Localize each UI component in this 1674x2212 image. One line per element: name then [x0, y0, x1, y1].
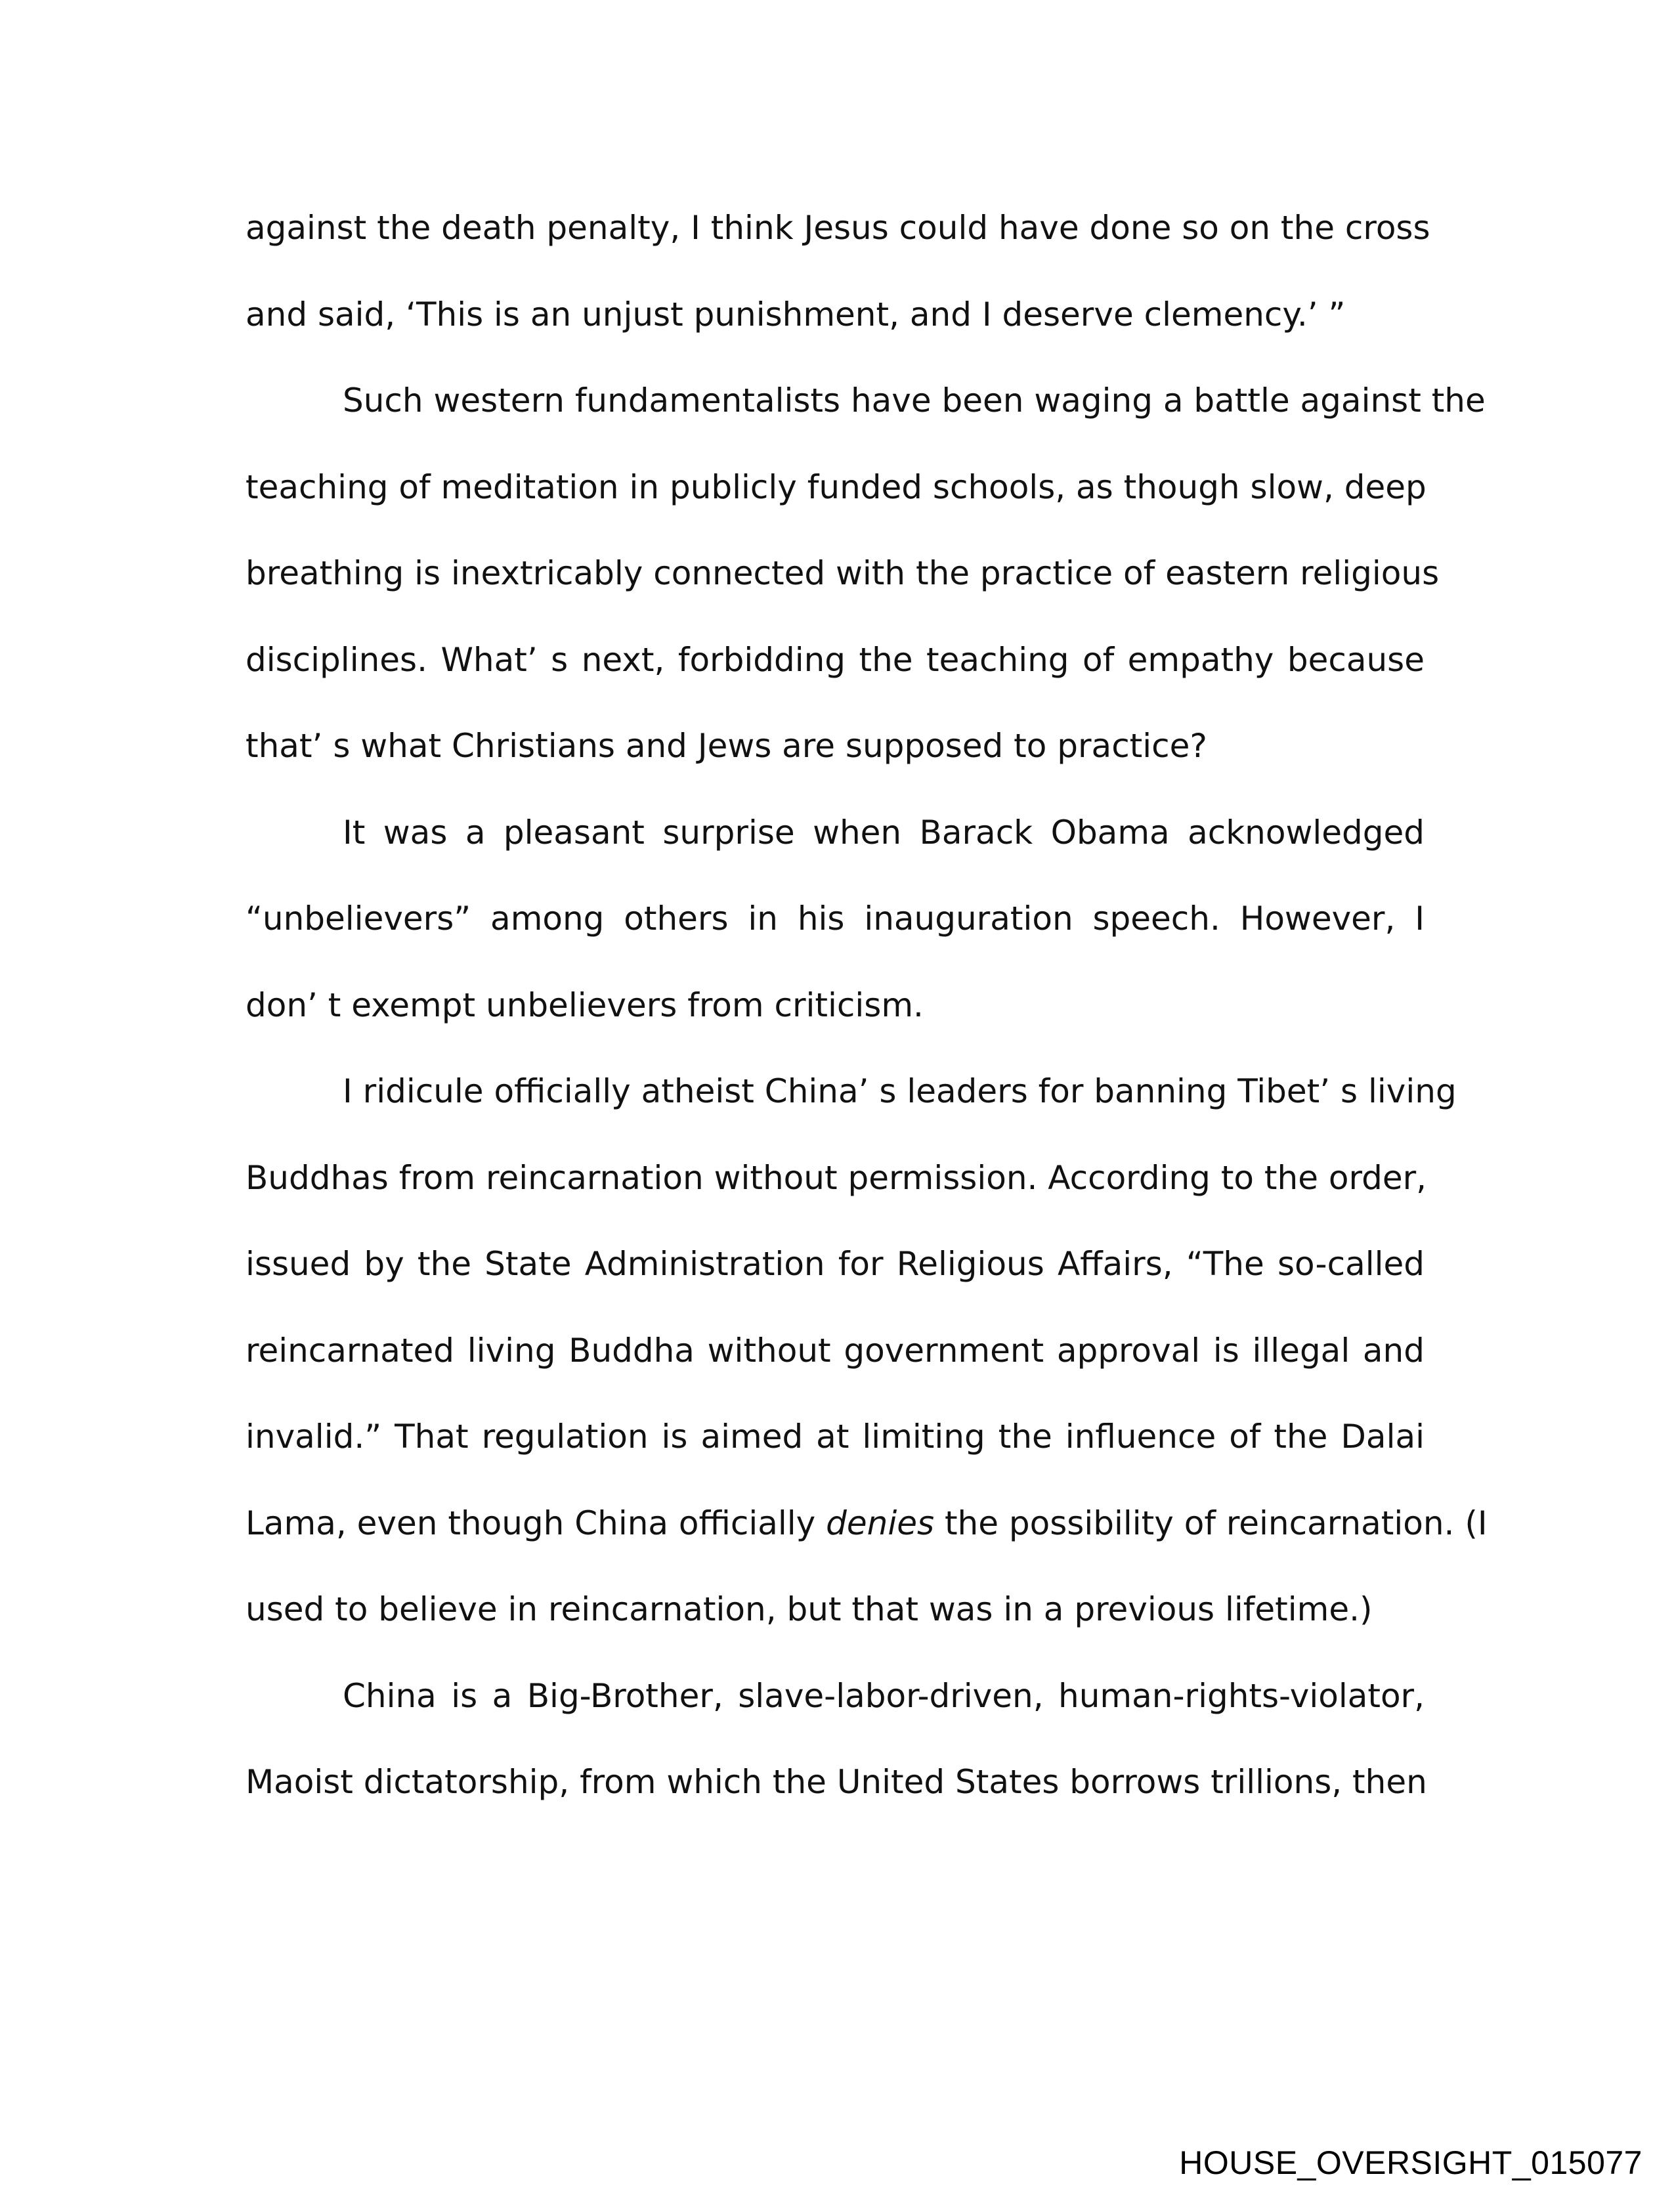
document-body [246, 185, 1488, 1826]
text-line: Buddhas from reincarnation without permission. According to the order, [246, 1158, 1427, 1197]
text-segment: the possibility of reincarnation. (I [934, 1504, 1488, 1542]
text-line: disciplines. What’ s next, forbidding the teaching of empathy because [246, 640, 1425, 679]
paragraph-first-line: I ridicule officially atheist China’ s leaders for banning Tibet’ s living [343, 1072, 1457, 1110]
text-line: invalid.” That regulation is aimed at limiting the influence of the Dalai [246, 1418, 1425, 1456]
text-line: “unbelievers” among others in his inauguration speech. However, I [246, 900, 1425, 938]
text-line: don’ t exempt unbelievers from criticism. [246, 986, 924, 1024]
emphasized-word: denies [826, 1504, 935, 1542]
text-line-with-emphasis [246, 1481, 1488, 1567]
paragraph-first-line: It was a pleasant surprise when Barack Obama acknowledged [343, 813, 1425, 852]
text-line: teaching of meditation in publicly funded schools, as though slow, deep [246, 467, 1427, 506]
text-line: Maoist dictatorship, from which the United States borrows trillions, then [246, 1763, 1427, 1801]
paragraph-first-line: China is a Big-Brother, slave-labor-driven, human-rights-violator, [343, 1676, 1425, 1715]
bates-number: HOUSE_OVERSIGHT_015077 [1179, 2144, 1642, 2181]
text-line: used to believe in reincarnation, but that was in a previous lifetime.) [246, 1590, 1373, 1628]
text-line: issued by the State Administration for Religious Affairs, “The so-called [246, 1245, 1425, 1283]
text-line: reincarnated living Buddha without government approval is illegal and [246, 1331, 1425, 1370]
paragraph-first-line: Such western fundamentalists have been waging a battle against the [343, 381, 1486, 420]
text-line: breathing is inextricably connected with the practice of eastern religious [246, 554, 1440, 592]
text-segment: Lama, even though China officially [246, 1504, 826, 1542]
text-line: and said, ‘This is an unjust punishment, and I deserve clemency.’ ” [246, 295, 1346, 334]
text-line: against the death penalty, I think Jesus could have done so on the cross [246, 209, 1430, 247]
text-line: that’ s what Christians and Jews are supposed to practice? [246, 727, 1207, 765]
